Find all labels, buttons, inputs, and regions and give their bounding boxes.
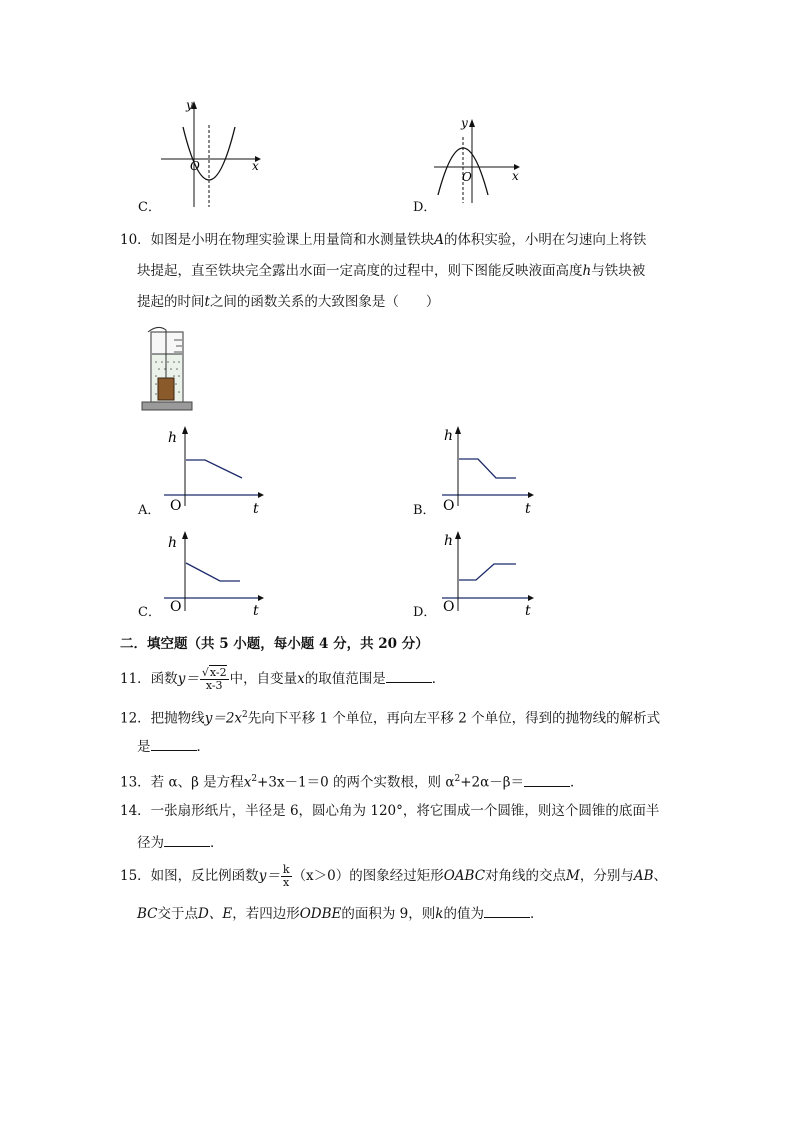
q10-graph-c <box>160 527 270 622</box>
q13-prefix: 13．若 α、β 是方程 <box>120 774 244 791</box>
axis-y-label: y <box>186 98 193 112</box>
q10-graph-b <box>438 422 548 517</box>
h-axis-arrow <box>455 531 461 539</box>
q11-denominator: x-3 <box>205 679 223 692</box>
q10-text-3b: 之间的函数关系的大致图象是（ ） <box>209 294 440 310</box>
axis-y-label: y <box>461 116 468 130</box>
q12-text-2: 是 <box>137 739 151 755</box>
q15-mid: 对角线的交点 <box>485 868 567 884</box>
q15-line-2 <box>137 903 543 924</box>
q15-text-2d: 的值为 <box>443 906 484 922</box>
q13-answer-blank[interactable] <box>524 772 570 787</box>
q14-text-2: 径为 <box>137 835 164 851</box>
axis-h-label: h <box>168 535 178 551</box>
q10-text-3a: 提起的时间 <box>137 294 205 310</box>
q12-text-1a: 12．把抛物线 <box>120 710 205 727</box>
q11-y-eq: y＝ <box>177 671 199 687</box>
q10-var-t: t <box>204 294 210 310</box>
q14-line-2 <box>137 832 224 853</box>
t-axis-arrow <box>528 595 534 601</box>
q12-end: ． <box>196 739 210 755</box>
h-axis-arrow <box>182 426 188 434</box>
curve-b <box>459 459 516 478</box>
q15-denominator: x <box>283 876 290 889</box>
q15-text-2c: 的面积为 9，则 <box>341 906 436 922</box>
q11-numerator: √x-2 <box>201 666 227 679</box>
q11 <box>120 667 445 692</box>
t-axis-arrow <box>528 492 534 498</box>
q13-x: x <box>243 774 252 791</box>
q11-fraction <box>200 667 229 692</box>
q15-answer-blank[interactable] <box>484 903 530 918</box>
q15-odbe: ODBE <box>299 906 342 922</box>
axis-x-label: x <box>252 159 259 173</box>
q10-line-1 <box>120 230 646 250</box>
origin-label: O <box>190 159 200 173</box>
q14-end: ． <box>210 835 224 851</box>
q15-fraction <box>281 864 292 889</box>
q10-option-d-label[interactable]: D． <box>413 605 437 620</box>
origin-label: O <box>170 599 182 615</box>
q15-text-2a: 交于点 <box>157 906 199 922</box>
axis-t-label: t <box>253 501 259 517</box>
q12-exp: 2 <box>242 710 248 720</box>
q13-end: ． <box>570 774 584 791</box>
q15-numerator: k <box>282 863 290 876</box>
q9-option-c-label[interactable]: C． <box>138 200 161 215</box>
q10-line-2 <box>137 261 645 281</box>
q15-cond: （x＞0）的图象经过矩形 <box>292 868 444 884</box>
q10-graph-d <box>438 527 548 622</box>
curve-a <box>186 460 242 478</box>
q15-de: D、E <box>198 906 233 922</box>
q10-option-a-label[interactable]: A． <box>138 503 161 518</box>
q12-line-2 <box>137 736 210 757</box>
axis-x-label: x <box>512 169 519 183</box>
y-axis-arrow <box>469 119 475 127</box>
q12-answer-blank[interactable] <box>151 736 197 751</box>
q11-suffix: 中，自变量 <box>229 671 298 687</box>
axis-h-label: h <box>444 533 454 549</box>
q11-radicand: x-2 <box>209 666 227 679</box>
q11-suffix-2: 的取值范围是 <box>304 671 386 687</box>
axis-t-label: t <box>525 501 531 517</box>
q15-text-2b: ，若四边形 <box>232 906 300 922</box>
q13 <box>120 769 584 793</box>
origin-label: O <box>443 498 455 514</box>
q14-answer-blank[interactable] <box>164 832 210 847</box>
q10-graph-a <box>160 422 270 517</box>
curve-d <box>459 564 516 580</box>
q10-option-c-label[interactable]: C． <box>138 605 161 620</box>
q15-k: k <box>435 906 444 922</box>
t-axis-arrow <box>258 492 264 498</box>
q9-option-d-label[interactable]: D． <box>413 200 437 215</box>
q10-var-a: A <box>434 232 444 248</box>
q14-line-1: 14．一张扇形纸片，半径是 6，圆心角为 120°，将它围成一个圆锥，则这个圆锥的底面半 <box>120 803 660 819</box>
axis-h-label: h <box>444 428 454 444</box>
iron-block <box>158 378 174 400</box>
q11-end: ． <box>431 671 446 687</box>
q15-line-1 <box>120 864 667 889</box>
q12-expr: y＝2x <box>204 710 243 727</box>
q10-option-b-label[interactable]: B． <box>413 503 436 518</box>
origin-label: O <box>170 498 182 514</box>
q12-text-1b: 先向下平移 1 个单位，再向左平移 2 个单位，得到的抛物线的解析式 <box>247 710 661 727</box>
q11-var-x: x <box>297 671 305 687</box>
axis-t-label: t <box>253 603 259 619</box>
q15-y-eq: y＝ <box>258 868 280 884</box>
q9-graph-d <box>430 115 530 210</box>
q11-prefix: 11．函数 <box>120 671 178 687</box>
q15-mid-2: ，分别与 <box>579 868 634 884</box>
q13-exp: 2 <box>251 774 258 784</box>
q10-var-h: h <box>582 263 592 279</box>
cylinder-base <box>142 402 192 410</box>
q11-answer-blank[interactable] <box>386 668 432 683</box>
q15-end: ． <box>529 906 544 922</box>
q12-line-1 <box>120 705 660 729</box>
q15-bc: BC <box>137 906 158 922</box>
h-axis-arrow <box>182 531 188 539</box>
q15-m: M <box>566 868 580 884</box>
q13-tail: +2α－β＝ <box>460 774 525 791</box>
q15-ab: AB <box>633 868 654 884</box>
axis-h-label: h <box>168 430 178 446</box>
q15-oabc: OABC <box>443 868 486 884</box>
q10-text-1: 10．如图是小明在物理实验课上用量筒和水测量铁块 <box>120 232 435 248</box>
q15-prefix: 15．如图，反比例函数 <box>120 868 259 884</box>
graduated-cylinder-figure <box>138 322 198 414</box>
q9-graph-c <box>155 95 270 210</box>
q10-text-1b: 的体积实验，小明在匀速向上将铁 <box>443 232 647 248</box>
q10-line-3 <box>137 292 439 312</box>
q10-text-2b: 与铁块被 <box>591 263 646 279</box>
origin-label: O <box>443 599 455 615</box>
h-axis-arrow <box>455 426 461 434</box>
q10-text-2a: 块提起，直至铁块完全露出水面一定高度的过程中，则下图能反映液面高度 <box>137 263 583 279</box>
q13-eq-rest: +3x－1＝0 的两个实数根，则 α <box>257 774 455 791</box>
t-axis-arrow <box>258 595 264 601</box>
axis-t-label: t <box>525 603 531 619</box>
curve-c <box>186 563 240 581</box>
q13-exp-2: 2 <box>454 774 461 784</box>
section-2-title: 二．填空题（共 5 小题，每小题 4 分，共 20 分） <box>120 636 429 652</box>
q15-sep: 、 <box>653 868 668 884</box>
origin-label: O <box>462 170 472 184</box>
